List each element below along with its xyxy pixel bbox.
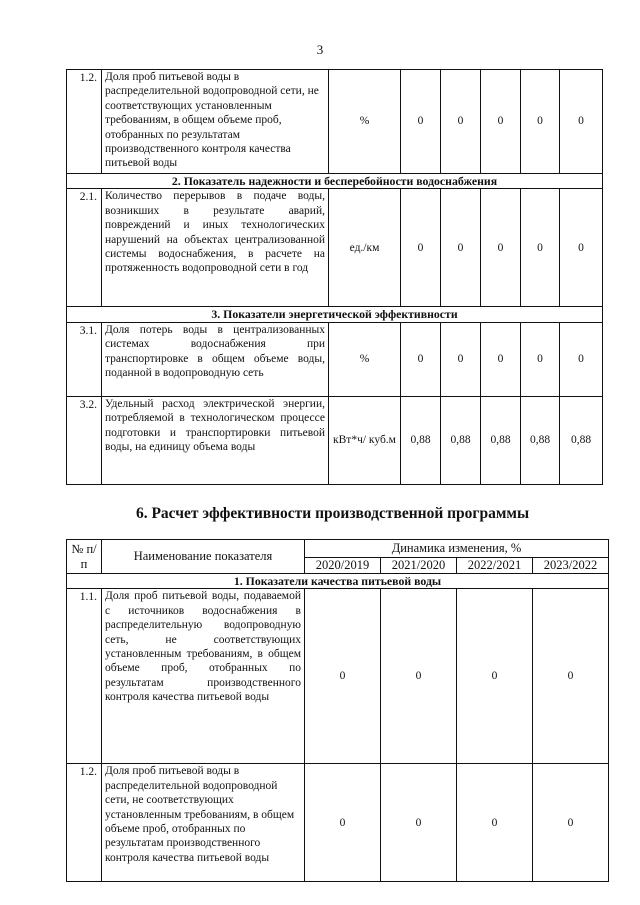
value-cell: 0	[481, 322, 521, 396]
header-indicator-name: Наименование показателя	[102, 540, 305, 574]
section-heading: 6. Расчет эффективности производственной программы	[135, 505, 530, 522]
value-cell: 0	[481, 70, 521, 174]
value-cell: 0	[521, 322, 560, 396]
value-cell: 0,88	[441, 396, 481, 484]
value-cell: 0,88	[560, 396, 603, 484]
value-cell: 0	[560, 189, 603, 307]
unit-cell: кВт*ч/ куб.м	[329, 396, 401, 484]
row-number: 3.2.	[67, 396, 102, 484]
unit-cell: %	[329, 322, 401, 396]
header-year: 2022/2021	[457, 558, 533, 574]
table-header-row	[67, 540, 609, 558]
value-cell: 0	[560, 322, 603, 396]
value-cell: 0	[441, 322, 481, 396]
value-cell: 0	[521, 189, 560, 307]
unit-cell: ед./км	[329, 189, 401, 307]
value-cell: 0,88	[481, 396, 521, 484]
indicator-name: Количество перерывов в подаче воды, возникших в результате аварий, повреждений и иных технологических нарушений на объектах централизованной системы водоснабжения, в расчете на протяженность водопроводной сети в год	[102, 189, 329, 307]
value-cell: 0	[533, 764, 609, 882]
section-title: 2. Показатель надежности и бесперебойности водоснабжения	[67, 174, 603, 189]
efficiency-table	[66, 539, 609, 882]
value-cell: 0	[533, 589, 609, 764]
section-title: 3. Показатели энергетической эффективности	[67, 307, 603, 322]
value-cell: 0	[305, 589, 381, 764]
value-cell: 0	[441, 189, 481, 307]
header-year: 2023/2022	[533, 558, 609, 574]
value-cell: 0	[560, 70, 603, 174]
value-cell: 0	[381, 589, 457, 764]
table-row	[67, 70, 603, 174]
section-row	[67, 574, 609, 589]
value-cell: 0	[401, 322, 441, 396]
value-cell: 0	[441, 70, 481, 174]
indicators-table-continued	[66, 69, 603, 485]
value-cell: 0,88	[521, 396, 560, 484]
section-row	[67, 307, 603, 322]
unit-cell: %	[329, 70, 401, 174]
value-cell: 0	[381, 764, 457, 882]
value-cell: 0	[401, 70, 441, 174]
row-number: 1.2.	[67, 764, 102, 882]
value-cell: 0	[481, 189, 521, 307]
header-number: № п/п	[67, 540, 102, 574]
page-number: 3	[316, 42, 324, 57]
row-number: 1.1.	[67, 589, 102, 764]
section-row	[67, 174, 603, 189]
value-cell: 0	[457, 764, 533, 882]
table-row	[67, 589, 609, 764]
header-dynamics: Динамика изменения, %	[305, 540, 609, 558]
section-title: 1. Показатели качества питьевой воды	[67, 574, 609, 589]
table-row	[67, 764, 609, 882]
value-cell: 0	[305, 764, 381, 882]
indicator-name: Доля потерь воды в централизованных системах водоснабжения при транспортировке в общем объеме воды, поданной в водопроводную сеть	[102, 322, 329, 396]
row-number: 3.1.	[67, 322, 102, 396]
indicator-name: Удельный расход электрической энергии, потребляемой в технологическом процессе подготовки и транспортировки питьевой воды, на единицу объема воды	[102, 396, 329, 484]
table-row	[67, 322, 603, 396]
table-row	[67, 189, 603, 307]
indicator-name: Доля проб питьевой воды, подаваемой с источников водоснабжения в распределительную водопроводную сеть, не соответствующих установленным требованиям, в общем объеме проб, отобранных по результатам производственного контроля качества питьевой воды	[102, 589, 305, 764]
row-number: 1.2.	[67, 70, 102, 174]
value-cell: 0,88	[401, 396, 441, 484]
header-year: 2020/2019	[305, 558, 381, 574]
row-number: 2.1.	[67, 189, 102, 307]
header-year: 2021/2020	[381, 558, 457, 574]
value-cell: 0	[521, 70, 560, 174]
table-row	[67, 396, 603, 484]
indicator-name: Доля проб питьевой воды в распределительной водопроводной сети, не соответствующих установленным требованиям, в общем объеме проб, отобранных по результатам производственного контроля качества питьевой воды	[102, 764, 305, 882]
value-cell: 0	[457, 589, 533, 764]
value-cell: 0	[401, 189, 441, 307]
indicator-name: Доля проб питьевой воды в распределительной водопроводной сети, не соответствующих установленным требованиям, в общем объеме проб, отобранных по результатам производственного контроля качества питьевой воды	[102, 70, 329, 174]
